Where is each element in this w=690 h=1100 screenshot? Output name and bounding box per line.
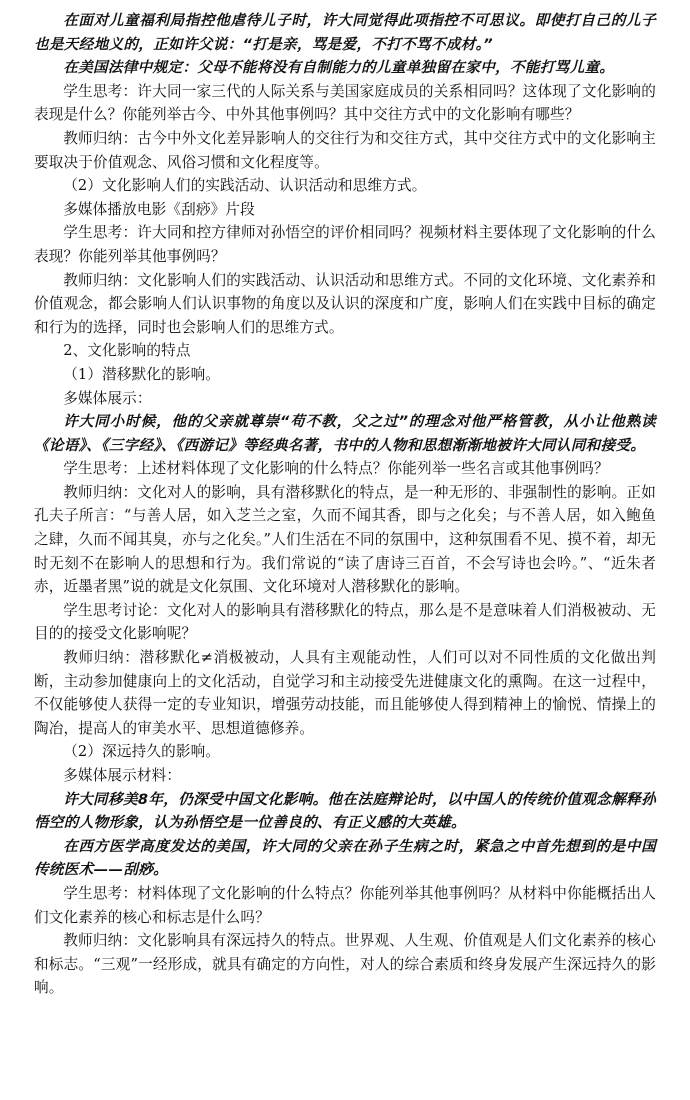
teacher-summary-initiative: 教师归纳：潜移默化≠消极被动，人具有主观能动性，人们可以对不同性质的文化做出判断，主动参加健康向上的文化活动，自觉学习和主动接受先进健康文化的熏陶。在这一过程中，不仅能够使人获得一定的专业知识，增强劳动技能，而且能够使人得到精神上的愉悦、情操上的陶冶，提高人的审美水平、思想道德修养。 [34, 649, 656, 737]
teacher-summary-lasting: 教师归纳：文化影响具有深远持久的特点。世界观、人生观、价值观是人们文化素养的核心和标志。“三观”一经形成，就具有确定的方向性，对人的综合素质和终身发展产生深远持久的影响。 [34, 932, 657, 997]
teacher-summary-thinking: 教师归纳：文化影响人们的实践活动、认识活动和思维方式。不同的文化环境、文化素养和价值观念，都会影响人们认识事物的角度以及认识的深度和广度，影响人们在实践中目标的确定和行为的选择，同时也会影响人们的思维方式。 [34, 271, 656, 336]
bold-paragraph-childhood: 许大同小时候，他的父亲就尊崇“苟不教，父之过”的理念对他严格管教，从小让他熟读《论语》、《三字经》、《西游记》等经典名著，书中的人物和思想渐渐地被许大同认同和接受。 [34, 413, 656, 454]
teacher-summary-interaction: 教师归纳：古今中外文化差异影响人的交往行为和交往方式，其中交往方式中的文化影响主要取决于价值观念、风俗习惯和文化程度等。 [34, 129, 656, 171]
subheading-lasting-influence: （2）深远持久的影响。 [63, 743, 221, 761]
student-discussion-passive: 学生思考讨论：文化对人的影响具有潜移默化的特点，那么是不是意味着人们消极被动、无目的的接受文化影响呢？ [34, 601, 656, 643]
subheading-subtle-influence: （1）潜移默化的影响。 [63, 365, 221, 383]
media-movie-clip: 多媒体播放电影《刮痧》片段 [63, 200, 255, 218]
media-display-material-label: 多媒体展示材料： [63, 767, 182, 784]
media-display-label: 多媒体展示： [63, 389, 152, 407]
student-question-feature: 学生思考：上述材料体现了文化影响的什么特点？你能列举一些名言或其他事例吗？ [63, 460, 609, 478]
student-question-core: 学生思考：材料体现了文化影响的什么特点？你能列举其他事例吗？从材料中你能概括出人们文化素养的核心和标志是什么吗？ [34, 884, 656, 926]
teacher-summary-subtle: 教师归纳：文化对人的影响，具有潜移默化的特点，是一种无形的、非强制性的影响。正如孔夫子所言：“与善人居，如入芝兰之室，久而不闻其香，即与之化矣；与不善人居，如入鲍鱼之肆，久而不闻其臭，亦与之化矣。”人们生活在不同的氛围中，这种氛围看不见、摸不着，却无时无刻不在影响人的思想和行为。我们常说的“读了唐诗三百首，不会写诗也会吟。”、“近朱者赤，近墨者黑”说的就是文化氛围、文化环境对人潜移默化的影响。 [34, 483, 656, 596]
subheading-practice-activities: （2）文化影响人们的实践活动、认识活动和思维方式。 [63, 177, 427, 195]
student-question-wukong: 学生思考：许大同和控方律师对孙悟空的评价相同吗？视频材料主要体现了文化影响的什么表现？你能列举其他事例吗？ [34, 224, 656, 265]
bold-paragraph-welfare-accusation: 在面对儿童福利局指控他虐待儿子时，许大同觉得此项指控不可思议。即使打自己的儿子也是天经地义的，正如许父说：“打是亲，骂是爱，不打不骂不成材。” [34, 12, 656, 53]
bold-paragraph-guasha: 在西方医学高度发达的美国，许大同的父亲在孙子生病之时，紧急之中首先想到的是中国传统医术——刮痧。 [34, 837, 656, 879]
section-heading-features: 2、文化影响的特点 [63, 342, 191, 360]
bold-paragraph-eight-years: 许大同移美8年，仍深受中国文化影响。他在法庭辩论时，以中国人的传统价值观念解释孙悟空的人物形象，认为孙悟空是一位善良的、有正义感的大英雄。 [34, 790, 656, 832]
bold-paragraph-us-law: 在美国法律中规定：父母不能将没有自制能力的儿童单独留在家中，不能打骂儿童。 [63, 59, 615, 77]
student-question-relations: 学生思考：许大同一家三代的人际关系与美国家庭成员的关系相同吗？这体现了文化影响的表现是什么？你能列举古今、中外其他事例吗？其中交往方式中的文化影响有哪些？ [34, 82, 656, 124]
